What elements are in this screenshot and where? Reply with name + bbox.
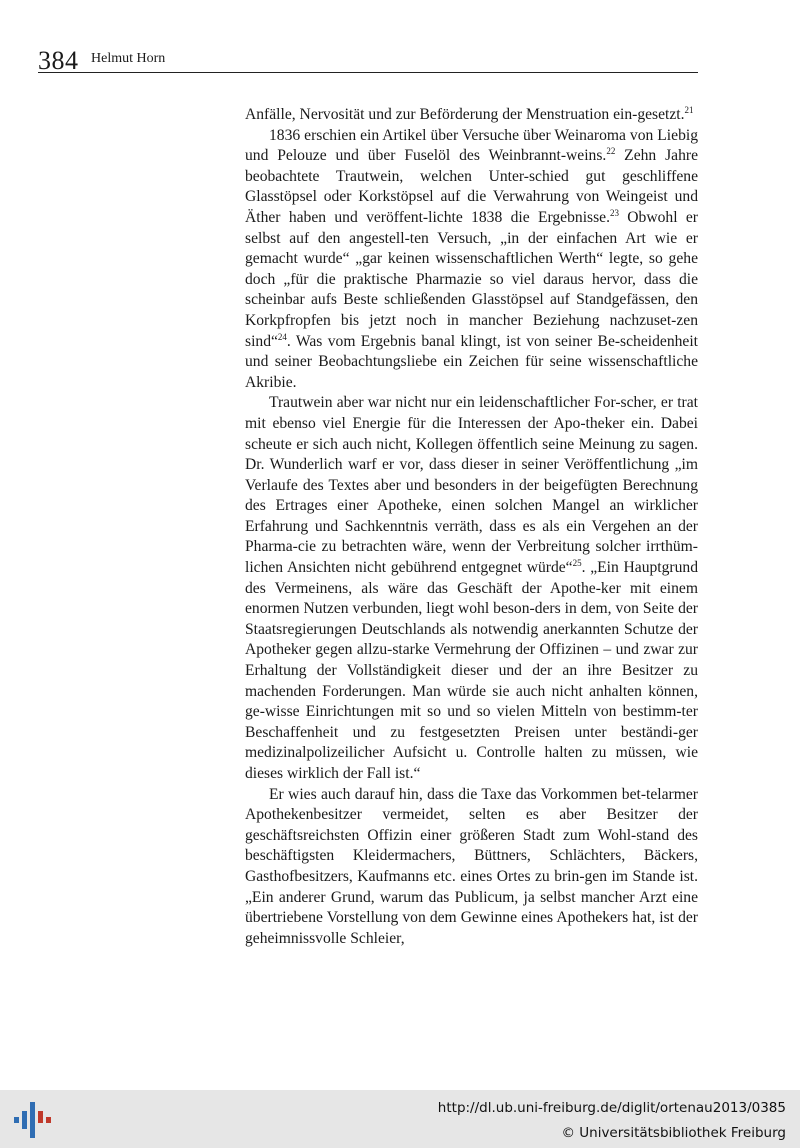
ub-freiburg-logo-icon: [12, 1100, 52, 1140]
footer-bar: [0, 1090, 800, 1148]
page-number: 384: [38, 46, 79, 75]
logo-bar: [14, 1117, 19, 1123]
paragraph-text: Er wies auch darauf hin, dass die Taxe das Vorkommen bet-telarmer Apothekenbesitzer vermeidet, selten es aber Besitzer der geschäftsreichsten Offizin einer größeren Stadt zum Wohl-stand des beschäftigsten Kleidermachers, Büttners, Schlächters, Bäckers, Gasthofbesitzers, Kaufmanns etc. eines Ortes zu brin-gen im Stande ist. „Ein anderer Grund, warum das Publicum, ja selbst mancher Arzt eine übertriebene Vorstellung von dem Gewinne eines Apothekers hat, ist der geheimnissvolle Schleier,: [245, 785, 698, 947]
paragraph: [245, 105, 698, 126]
paragraph-text: . Was vom Ergebnis banal klingt, ist von seiner Be-scheidenheit und seiner Beobachtungsliebe ein Zeichen für seine wissenschaftliche Akribie.: [245, 332, 698, 391]
logo-bar: [30, 1102, 35, 1138]
logo-bar: [22, 1111, 27, 1129]
copyright-notice: © Universitätsbibliothek Freiburg: [561, 1125, 786, 1141]
paragraph-text: Anfälle, Nervosität und zur Beförderung der Menstruation ein-gesetzt.: [245, 106, 685, 123]
paragraph-text: Trautwein aber war nicht nur ein leidenschaftlicher For-scher, er trat mit ebenso viel Energie für die Interessen der Apo-theker ein. Dabei scheute er sich auch nicht, Kollegen öffentlich seine Meinung zu sagen. Dr. Wunderlich warf er vor, dass dieser in seiner Veröffentlichung „im Verlaufe des Textes aber und besonders in der beigefügten Berechnung des Ertrages einer Apotheke, einen solchen Mangel an wirklicher Erfahrung und Sachkenntnis verräth, dass es als ein Vergehen an der Pharma-cie zu betrachten wäre, wenn der Verbreitung solcher irrthüm-lichen Ansichten nicht gebührend entgegnet würde“: [245, 394, 698, 577]
paragraph: [245, 393, 698, 784]
footnote-ref: 21: [684, 105, 694, 115]
page-header: [38, 44, 698, 73]
footnote-ref: 25: [572, 558, 582, 569]
body-text: [245, 105, 698, 949]
paragraph: [245, 126, 698, 394]
footnote-ref: 24: [277, 331, 287, 342]
paragraph-text: Obwohl er selbst auf den angestell-ten Versuch, „in der einfachen Art wie er gemacht wurde“ „gar keinen wissenschaftlichen Werth“ legte, so gehe doch „für die praktische Pharmazie so viel daraus hervor, dass die scheinbar aufs Beste schließenden Glasstöpsel auf Standgefässen, den Korkpfropfen bis jetzt noch in mancher Beziehung nachzuset-zen sind“: [245, 208, 698, 350]
footnote-ref: 22: [606, 146, 616, 157]
logo-bar: [46, 1117, 51, 1123]
logo-bar: [38, 1111, 43, 1123]
paragraph: [245, 785, 698, 950]
footnote-ref: 23: [609, 207, 619, 218]
source-url-link[interactable]: http://dl.ub.uni-freiburg.de/diglit/ortenau2013/0385: [437, 1100, 786, 1116]
paragraph-text: Zehn Jahre beobachtete Trautwein, welchen Unter-schied gut geschliffene Glasstöpsel oder Korkstöpsel auf die Verwahrung von Weingeist und Äther haben und veröffent-lichte 1838 die Ergebnisse.: [245, 147, 698, 226]
paragraph-text: . „Ein Hauptgrund des Vermeinens, als wäre das Geschäft der Apothe-ker mit einem enormen Nutzen verbunden, liegt wohl beson-ders in dem, von Seite der Staatsregierungen Deutschlands als notwendig anerkannten Schutze der Apotheker gegen allzu-starke Vermehrung der Offizinen – und zwar zur Erhaltung der Vollständigkeit dieser und der an ihre Besitzer zu machenden Forderungen. Man würde sie auch nicht anhalten können, ge-wisse Einrichtungen mit so und so vielen Mitteln von bestimm-ter Beschaffenheit und zu festgesetzten Preisen unter beständi-ger medizinalpolizeilicher Aufsicht u. Controlle halten zu müssen, wie dieses wirklich der Fall ist.“: [245, 559, 699, 782]
running-head: Helmut Horn: [91, 51, 166, 66]
paragraph-text: 1836 erschien ein Artikel über Versuche über Weinaroma von Liebig und Pelouze und über Fuselöl des Weinbrannt-weins.: [245, 126, 698, 165]
